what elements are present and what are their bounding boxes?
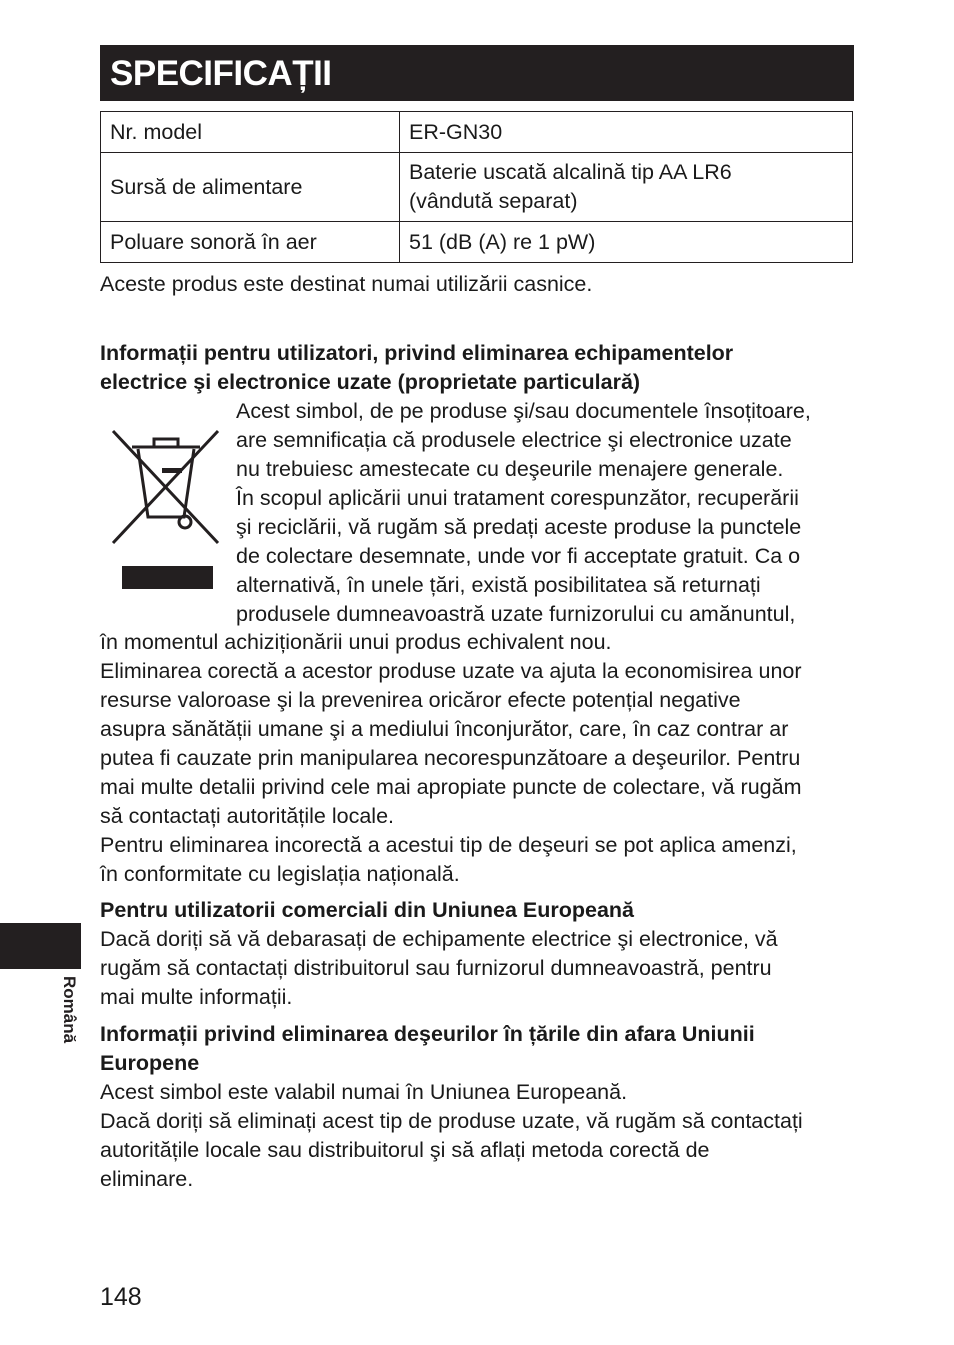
text-line: în momentul achiziționării unui produs echivalent nou. <box>100 630 612 654</box>
disposal-heading <box>100 339 860 397</box>
text-line: putea fi cauzate prin manipularea necorespunzătoare a deşeurilor. Pentru <box>100 746 801 770</box>
weee-bar-mark <box>122 566 213 589</box>
text-line: În scopul aplicării unui tratament corespunzător, recuperării <box>236 486 799 510</box>
spec-value: ER-GN30 <box>400 112 853 153</box>
text-line: Acest simbol este valabil numai în Uniunea Europeană. <box>100 1080 628 1104</box>
text-line: Pentru eliminarea incorectă a acestui tip de deşeuri se pot aplica amenzi, <box>100 833 797 857</box>
text-line: Acest simbol, de pe produse şi/sau documentele însoțitoare, <box>236 399 811 423</box>
spec-label: Sursă de alimentare <box>101 153 400 222</box>
text-line: Eliminarea corectă a acestor produse uzate va ajuta la economisirea unor <box>100 659 802 683</box>
outside-eu-heading: Informații privind eliminarea deşeurilor în țările din afara Uniunii <box>100 1022 755 1046</box>
text-line: mai multe informații. <box>100 985 293 1009</box>
table-row <box>101 222 853 263</box>
text-line: Dacă doriți să eliminați acest tip de produse uzate, vă rugăm să contactați <box>100 1109 803 1133</box>
commercial-heading: Pentru utilizatorii comerciali din Uniunea Europeană <box>100 898 635 922</box>
text-line: de colectare desemnate, unde vor fi acceptate gratuit. Ca o <box>236 544 801 568</box>
crossed-out-wheelie-bin-icon <box>110 425 222 547</box>
spec-value-line: Baterie uscată alcalină tip AA LR6 <box>409 160 732 184</box>
language-tab <box>0 923 81 969</box>
text-line: produsele dumneavoastră uzate furnizorului cu amănuntul, <box>236 602 796 626</box>
text-line: autoritățile locale sau distribuitorul şi să aflați metoda corectă de <box>100 1138 710 1162</box>
text-line: eliminare. <box>100 1167 194 1191</box>
household-note: Aceste produs este destinat numai utilizării casnice. <box>100 272 593 296</box>
language-label: Română <box>60 976 79 1044</box>
text-line: asupra sănătății umane şi a mediului înconjurător, care, în caz contrar ar <box>100 717 789 741</box>
disposal-paragraph <box>100 628 860 889</box>
outside-eu-section <box>100 1020 860 1194</box>
table-row <box>101 153 853 222</box>
spec-value-line: (vândută separat) <box>409 189 578 213</box>
text-line: în conformitate cu legislația națională. <box>100 862 460 886</box>
disposal-wrap-text <box>236 397 856 629</box>
text-line: Dacă doriți să vă debarasați de echipamente electrice şi electronice, vă <box>100 927 778 951</box>
text-line: resurse valoroase şi la prevenirea oricăror efecte potențial negative <box>100 688 741 712</box>
spec-value <box>400 153 853 222</box>
text-line: are semnificația că produsele electrice şi electronice uzate <box>236 428 792 452</box>
spec-label: Nr. model <box>101 112 400 153</box>
outside-eu-heading: Europene <box>100 1051 200 1075</box>
table-row <box>101 112 853 153</box>
text-line: nu trebuiesc amestecate cu deşeurile menajere generale. <box>236 457 784 481</box>
disposal-heading-line: electrice şi electronice uzate (proprietate particulară) <box>100 370 641 394</box>
page-title: SPECIFICAȚII <box>100 45 854 101</box>
disposal-heading-line: Informații pentru utilizatori, privind eliminarea echipamentelor <box>100 341 734 365</box>
text-line: să contactați autoritățile locale. <box>100 804 394 828</box>
page-number: 148 <box>100 1283 142 1311</box>
spec-value: 51 (dB (A) re 1 pW) <box>400 222 853 263</box>
text-line: şi reciclării, vă rugăm să predați aceste produse la punctele <box>236 515 802 539</box>
text-line: mai multe detalii privind cele mai apropiate puncte de colectare, vă rugăm <box>100 775 802 799</box>
spec-label: Poluare sonoră în aer <box>101 222 400 263</box>
text-line: alternativă, în unele țări, există posibilitatea să returnați <box>236 573 761 597</box>
text-line: rugăm să contactați distribuitorul sau furnizorul dumneavoastră, pentru <box>100 956 772 980</box>
commercial-section <box>100 896 860 1012</box>
spec-table <box>100 111 853 263</box>
